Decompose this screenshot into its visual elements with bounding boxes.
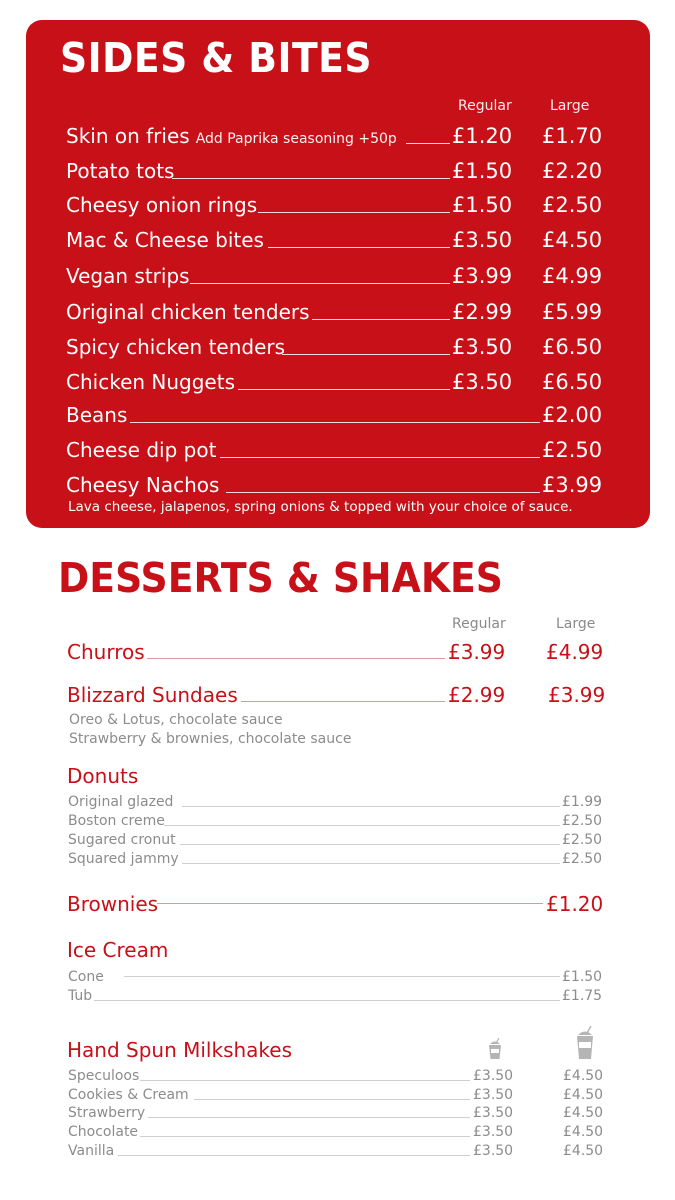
item-name: Beans	[66, 403, 128, 427]
sides-item-original-chicken-tenders	[66, 294, 606, 324]
sides-item-cheese-dip-pot	[66, 432, 606, 462]
leader-line	[312, 319, 450, 320]
price-regular: £1.20	[452, 124, 513, 148]
milkshakes-heading: Hand Spun Milkshakes	[67, 1038, 293, 1062]
leader-line	[124, 976, 560, 977]
price-regular: £2.99	[452, 300, 513, 324]
price-large: £4.50	[563, 1105, 604, 1121]
item-name: Cheese dip pot	[66, 438, 217, 462]
item-name: Original chicken tenders	[66, 300, 310, 324]
price-regular: £3.50	[452, 370, 513, 394]
leader-line	[148, 1117, 470, 1118]
item-name: Mac & Cheese bites	[66, 228, 264, 252]
milkshake-item	[68, 1141, 608, 1159]
large-milkshake-cup-icon	[574, 1026, 596, 1060]
item-name: Speculoos	[68, 1068, 140, 1084]
leader-line	[157, 903, 543, 904]
leader-line	[180, 844, 560, 845]
leader-line	[190, 283, 450, 284]
item-name: Skin on fries	[66, 124, 190, 148]
leader-line	[226, 492, 540, 493]
sides-item-beans	[66, 397, 606, 427]
sides-regular-header: Regular	[458, 98, 512, 114]
price: £1.50	[562, 969, 603, 985]
leader-line	[172, 178, 450, 179]
leader-line	[130, 422, 540, 423]
donut-item	[68, 811, 608, 829]
price-regular: £3.50	[452, 335, 513, 359]
ice-cream-item	[68, 986, 608, 1004]
donut-item	[68, 830, 608, 848]
price-large: £4.99	[546, 640, 604, 664]
leader-line	[406, 143, 450, 144]
price-regular: £2.99	[448, 683, 506, 707]
leader-line	[282, 354, 450, 355]
price: £2.50	[562, 813, 603, 829]
donut-item	[68, 792, 608, 810]
leader-line	[164, 825, 560, 826]
item-name: Cookies & Cream	[68, 1087, 189, 1103]
sides-item-vegan-strips	[66, 258, 606, 288]
item-name: Original glazed	[68, 794, 174, 810]
dessert-item-brownies	[67, 888, 612, 916]
sides-item-cheesy-onion-rings	[66, 187, 606, 217]
item-name: Strawberry	[68, 1105, 146, 1121]
leader-line	[147, 658, 445, 659]
sides-item-spicy-chicken-tenders	[66, 329, 606, 359]
price-regular: £3.50	[473, 1143, 514, 1159]
sides-title: SIDES & BITES	[60, 34, 373, 82]
leader-line	[258, 212, 450, 213]
leader-line	[241, 701, 445, 702]
leader-line	[140, 1136, 470, 1137]
price-large: £6.50	[542, 335, 603, 359]
price-regular: £1.50	[452, 193, 513, 217]
price-large: £4.99	[542, 264, 603, 288]
price-large: £4.50	[563, 1068, 604, 1084]
price-regular: £3.50	[473, 1124, 514, 1140]
item-note: Add Paprika seasoning +50p	[195, 131, 397, 147]
item-name: Churros	[67, 640, 145, 664]
sides-item-potato-tots	[66, 153, 606, 183]
price: £1.75	[562, 988, 603, 1004]
price-large: £5.99	[542, 300, 603, 324]
price: £1.20	[546, 892, 604, 916]
item-name: Sugared cronut	[68, 832, 176, 848]
donuts-heading: Donuts	[67, 764, 139, 788]
price-regular: £3.99	[448, 640, 506, 664]
price-regular: £3.50	[452, 228, 513, 252]
item-name: Squared jammy	[68, 851, 179, 867]
blizzard-option: Oreo & Lotus, chocolate sauce	[69, 712, 283, 728]
price-large: £2.00	[542, 403, 603, 427]
sides-item-skin-on-fries	[66, 118, 606, 148]
price-regular: £1.50	[452, 159, 513, 183]
ice-cream-heading: Ice Cream	[67, 938, 169, 962]
milkshake-item	[68, 1122, 608, 1140]
price-large: £1.70	[542, 124, 603, 148]
price-regular: £3.50	[473, 1087, 514, 1103]
price-regular: £3.50	[473, 1105, 514, 1121]
ice-cream-item	[68, 967, 608, 985]
price-regular: £3.99	[452, 264, 513, 288]
price-large: £4.50	[542, 228, 603, 252]
dessert-item-churros	[67, 636, 612, 664]
desserts-title: DESSERTS & SHAKES	[58, 554, 503, 602]
sides-large-header: Large	[550, 98, 590, 114]
item-name: Potato tots	[66, 159, 175, 183]
leader-line	[194, 1099, 470, 1100]
leader-line	[94, 1000, 560, 1001]
leader-line	[118, 1155, 470, 1156]
nachos-description: Lava cheese, jalapenos, spring onions & topped with your choice of sauce.	[68, 499, 573, 515]
price-large: £2.50	[542, 438, 603, 462]
leader-line	[182, 863, 560, 864]
leader-line	[140, 1080, 470, 1081]
price-large: £6.50	[542, 370, 603, 394]
small-milkshake-cup-icon	[487, 1038, 503, 1060]
item-name: Tub	[68, 988, 93, 1004]
item-name: Spicy chicken tenders	[66, 335, 286, 359]
desserts-regular-header: Regular	[452, 616, 506, 632]
item-name: Chicken Nuggets	[66, 370, 235, 394]
sides-item-chicken-nuggets	[66, 364, 606, 394]
price-large: £3.99	[548, 683, 606, 707]
leader-line	[238, 389, 450, 390]
item-name: Boston creme	[68, 813, 165, 829]
price-regular: £3.50	[473, 1068, 514, 1084]
item-name: Brownies	[67, 892, 159, 916]
milkshake-item	[68, 1103, 608, 1121]
leader-line	[268, 247, 450, 248]
milkshake-item	[68, 1085, 608, 1103]
price-large: £2.50	[542, 193, 603, 217]
sides-item-mac-cheese-bites	[66, 222, 606, 252]
price: £2.50	[562, 832, 603, 848]
price-large: £4.50	[563, 1087, 604, 1103]
price-large: £4.50	[563, 1124, 604, 1140]
dessert-item-blizzard-sundaes	[67, 679, 612, 707]
item-name: Cheesy Nachos	[66, 473, 220, 497]
item-name: Cone	[68, 969, 104, 985]
item-name: Vegan strips	[66, 264, 190, 288]
price: £2.50	[562, 851, 603, 867]
price-large: £2.20	[542, 159, 603, 183]
donut-item	[68, 849, 608, 867]
item-name: Blizzard Sundaes	[67, 683, 238, 707]
desserts-large-header: Large	[556, 616, 596, 632]
item-name: Vanilla	[68, 1143, 115, 1159]
sides-item-cheesy-nachos	[66, 467, 606, 497]
price-large: £3.99	[542, 473, 603, 497]
price: £1.99	[562, 794, 603, 810]
sides-and-bites-panel	[26, 20, 650, 528]
blizzard-option: Strawberry & brownies, chocolate sauce	[69, 731, 352, 747]
leader-line	[220, 457, 540, 458]
milkshake-item	[68, 1066, 608, 1084]
price-large: £4.50	[563, 1143, 604, 1159]
item-name: Cheesy onion rings	[66, 193, 258, 217]
leader-line	[182, 806, 560, 807]
item-name: Chocolate	[68, 1124, 139, 1140]
